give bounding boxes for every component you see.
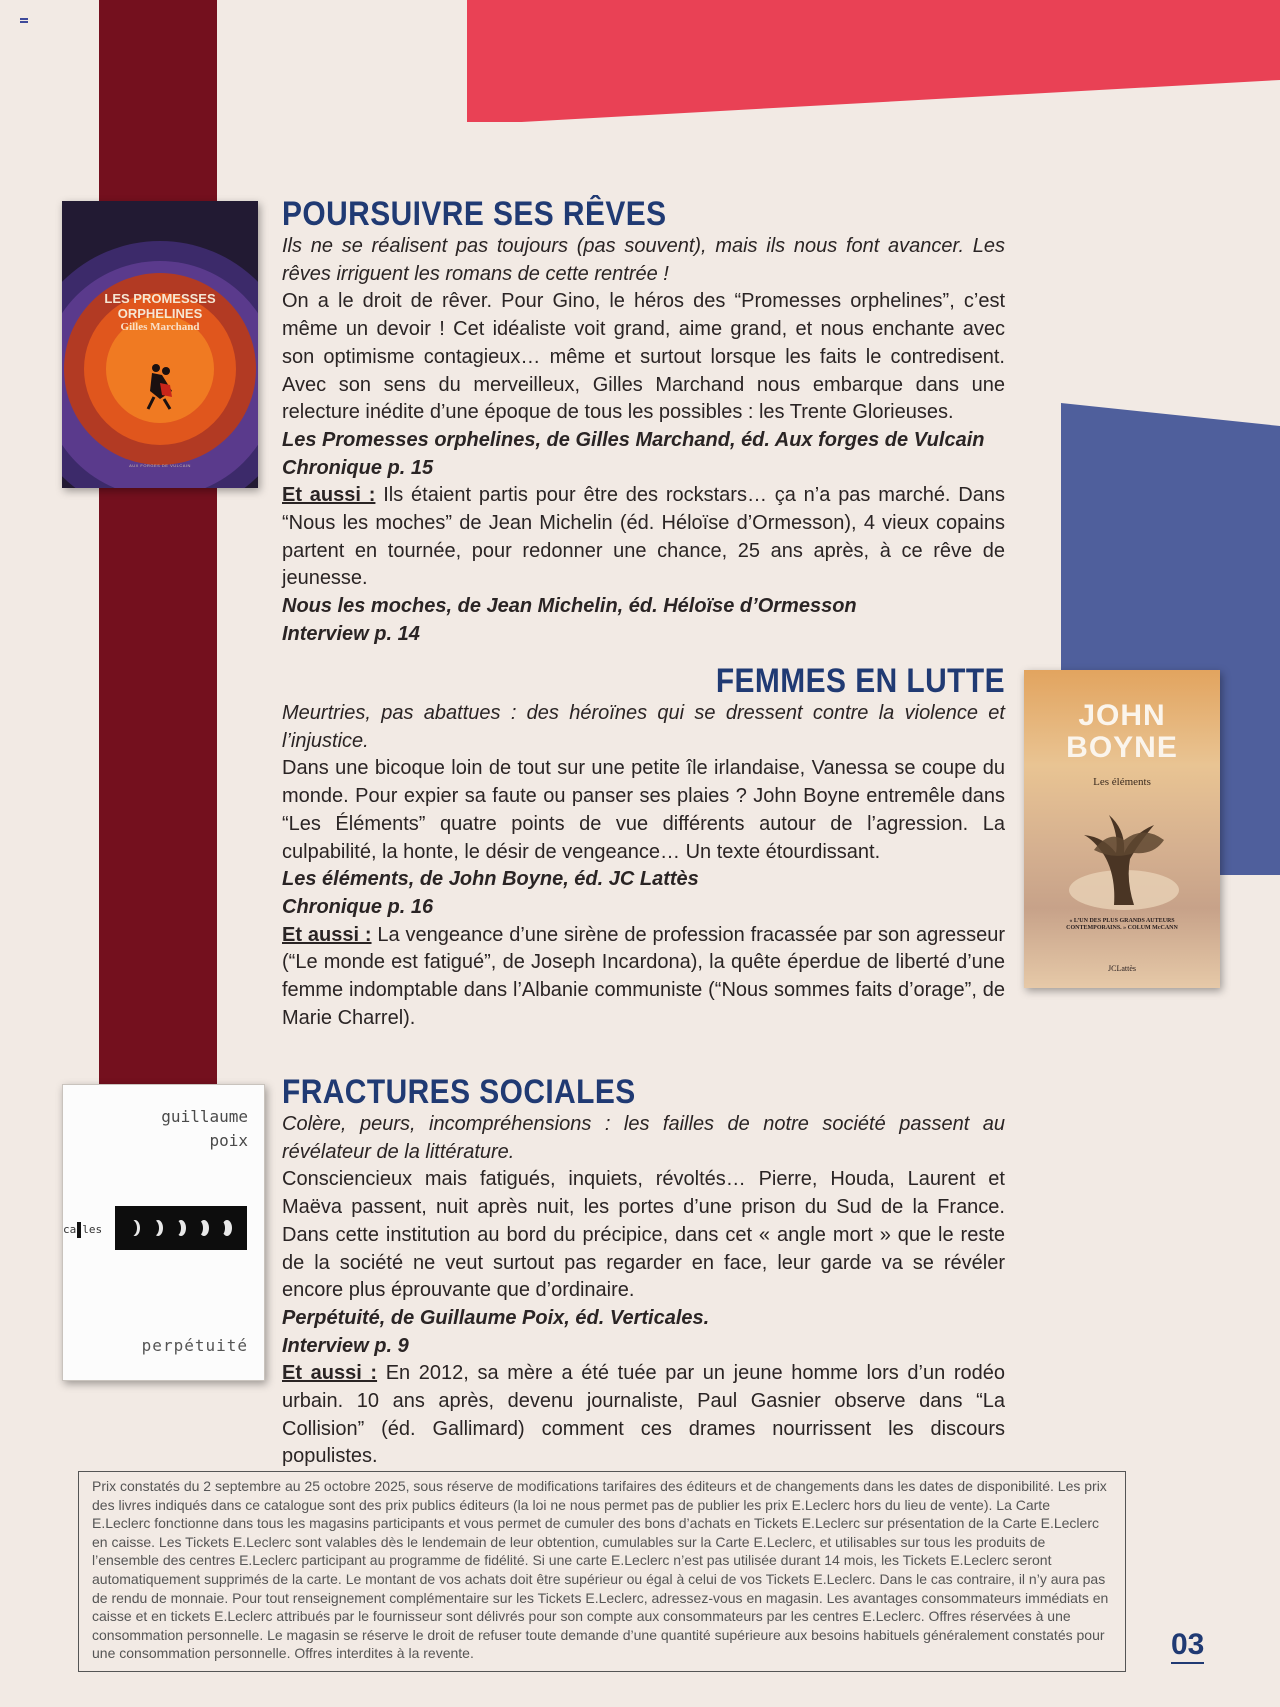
cover-author: guillaume poix [161, 1107, 248, 1150]
also-paragraph [282, 922, 1005, 1033]
also-label: Et aussi : [282, 1362, 378, 1385]
cover-title: LES PROMESSES ORPHELINES [104, 291, 216, 321]
section-body: Consciencieux mais fatigués, inquiets, révoltés… Pierre, Houda, Laurent et Maëva passent, nuit après nuit, les portes d’une prison du Sud de la France. Dans cette institution au bord du précipice, dans cet « angle mort » que le reste de la société ne veut surtout pas regarder en face, leur garde va se révéler encore plus éprouvante que d’ordinaire. [282, 1168, 1005, 1302]
dancers-illustration [142, 361, 178, 411]
tree-illustration [1064, 795, 1184, 915]
book-reference: Les éléments, de John Boyne, éd. JC Lattès [282, 868, 699, 891]
cover-publisher: AUX FORGES DE VULCAIN [129, 463, 191, 468]
cover-author: JOHN BOYNE [1066, 699, 1178, 764]
maroon-band [99, 0, 217, 1085]
section-heading: POURSUIVRE SES RÊVES [282, 195, 667, 233]
also-text: La vengeance d’une sirène de profession fracassée par son agresseur (“Le monde est fatigué”, de Joseph Incardona), la quête éperdue de liberté d’une femme indomptable dans l’Albanie communiste (“Nous sommes faits d’orage”, de Marie Charrel). [282, 923, 1005, 1029]
section-lead: Meurtries, pas abattues : des héroïnes qui se dressent contre la violence et l’injustice. [282, 702, 1005, 752]
also-paragraph [282, 482, 1005, 593]
section-lead: Colère, peurs, incompréhensions : les failles de notre société passent au révélateur de la littérature. [282, 1113, 1005, 1163]
cover-title: perpétuité [141, 1336, 248, 1355]
cover-publisher: JCLattès [1108, 964, 1136, 973]
also-label: Et aussi : [282, 484, 376, 507]
also-label: Et aussi : [282, 923, 372, 946]
also-text: Ils étaient partis pour être des rockstars… ça n’a pas marché. Dans “Nous les moches” de Jean Michelin (éd. Héloïse d’Ormesson), 4 vieux copains partent en tournée, pour redonner une chance, 25 ans après, à ce rêve de jeunesse. [282, 484, 1005, 590]
menu-icon [20, 18, 28, 26]
book-cover-perpetuite[interactable] [62, 1084, 265, 1381]
legal-notice-text: Prix constatés du 2 septembre au 25 octobre 2025, sous réserve de modifications tarifaires des éditeurs et de changements dans les dates de disponibilité. Les prix des livres indiqués dans ce catalogue sont des prix publics éditeurs (la loi ne nous permet pas de publier les prix E.Leclerc hors du lieu de vente). La Carte E.Leclerc fonctionne dans tous les magasins participants et vous permet de cumuler des bons d’achats en Tickets E.Leclerc sur présentation de la Carte E.Leclerc en caisse. Les Tickets E.Leclerc sont valables dès le lendemain de leur obtention, cumulables sur la Carte E.Leclerc, et utilisables sur tous les produits de l’ensemble des centres E.Leclerc participant au programme de fidélité. Si une carte E.Leclerc n’est pas utilisée durant 14 mois, les Tickets E.Leclerc seront automatiquement supprimés de la carte. Le montant de vos achats doit être supérieur ou égal à celui de vos Tickets E.Leclerc. Dans le cas contraire, il n’y aura pas de rendu de monnaie. Pour tout renseignement complémentaire sur les Tickets E.Leclerc, adressez-vous en magasin. Les avantages consommateurs immédiats en caisse et en tickets E.Leclerc attribués par le fournisseur sont délivrés pour son compte aux consommateurs par les centres E.Leclerc. Offres réservées à une consommation personnelle. Le magasin se réserve le droit de refuser toute demande d’une quantité supérieure aux besoins habituels généralement constatés pour une consommation personnelle. Offres interdites à la revente. [92, 1478, 1109, 1662]
also-paragraph [282, 1360, 1005, 1471]
book-cover-promesses-orphelines[interactable] [62, 201, 258, 488]
book-reference: Les Promesses orphelines, de Gilles Marchand, éd. Aux forges de Vulcain [282, 428, 985, 451]
cover-author: Gilles Marchand [120, 321, 200, 333]
also-text: En 2012, sa mère a été tuée par un jeune homme lors d’un rodéo urbain. 10 ans après, devenu journaliste, Paul Gasnier observe dans “La Collision” (éd. Gallimard) comment ces drames nourrissent les discours populistes. [282, 1362, 1005, 1468]
book-cover-les-elements[interactable] [1024, 670, 1220, 988]
section-heading: FEMMES EN LUTTE [715, 662, 1005, 700]
book-reference: Perpétuité, de Guillaume Poix, éd. Verticales. [282, 1306, 710, 1329]
legal-notice-box [78, 1471, 1126, 1672]
section-heading: FRACTURES SOCIALES [282, 1073, 636, 1111]
section-body: On a le droit de rêver. Pour Gino, le héros des “Promesses orphelines”, c’est même un devoir ! Cet idéaliste voit grand, aime grand, et nous enchante avec son optimisme contagieux… même et surtout lorsque les faits le contredisent. Avec son sens du merveilleux, Gilles Marchand nous embarque dans une relecture inédite d’une époque de tous les possibles : les Trente Glorieuses. [282, 290, 1005, 424]
page-reference: Chronique p. 15 [282, 456, 434, 479]
cover-quote: « L’UN DES PLUS GRANDS AUTEURS CONTEMPORAINS. » COLUM McCANN [1066, 918, 1178, 931]
cover-title: Les éléments [1093, 776, 1151, 788]
page-number: 03 [1171, 1628, 1204, 1664]
section-femmes-en-lutte [282, 662, 1005, 1032]
section-body: Dans une bicoque loin de tout sur une petite île irlandaise, Vanessa se coupe du monde. Pour expier sa faute ou panser ses plaies ? John Boyne entremêle dans “Les Éléments” quatre points de vue différents autour de l’agression. La culpabilité, la honte, le désir de vengeance… Un texte étourdissant. [282, 757, 1005, 863]
section-poursuivre-ses-reves [282, 195, 1005, 649]
page-reference: Interview p. 9 [282, 1334, 409, 1357]
cover-series-label: ca les [63, 1223, 103, 1236]
section-fractures-sociales [282, 1073, 1005, 1471]
also-book-reference: Nous les moches, de Jean Michelin, éd. Héloïse d’Ormesson [282, 595, 857, 618]
also-page-reference: Interview p. 14 [282, 622, 420, 645]
page-reference: Chronique p. 16 [282, 895, 434, 918]
moon-phases-illustration [115, 1206, 247, 1250]
section-lead: Ils ne se réalisent pas toujours (pas souvent), mais ils nous font avancer. Les rêves irriguent les romans de cette rentrée ! [282, 235, 1005, 285]
